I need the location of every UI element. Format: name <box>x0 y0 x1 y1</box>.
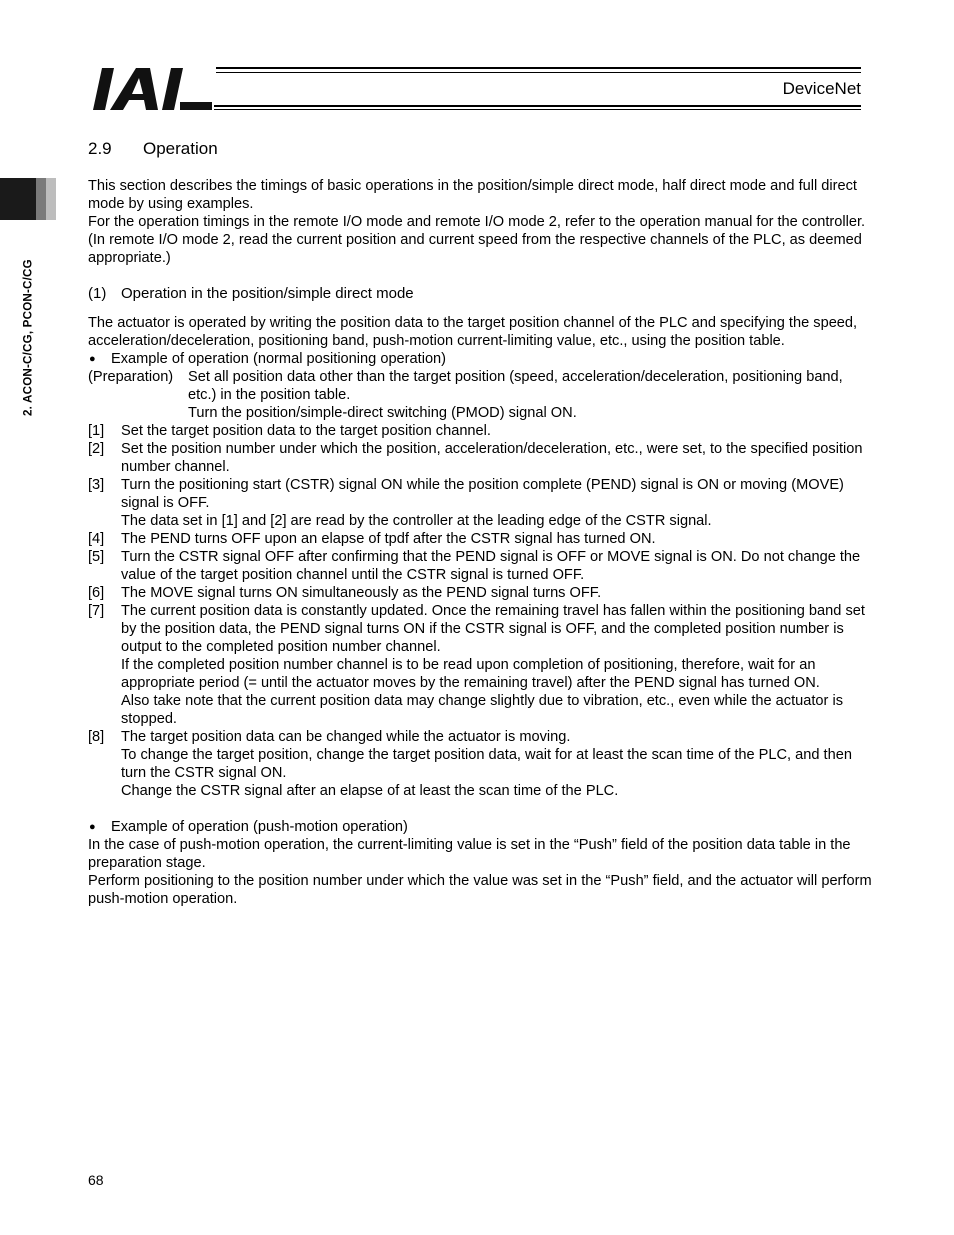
header-rule <box>214 105 861 107</box>
section-intro <box>88 177 873 267</box>
step-text: The data set in [1] and [2] are read by the controller at the leading edge of the CSTR signal. <box>121 513 712 529</box>
iai-logo <box>92 66 212 112</box>
preparation-label: (Preparation) <box>88 369 174 385</box>
step-index: [8] <box>88 729 105 745</box>
chapter-tab-marker <box>36 178 46 220</box>
header-title: DeviceNet <box>782 79 861 98</box>
example-title: Example of operation (push-motion operation) <box>111 819 408 835</box>
preparation-line: Turn the position/simple-direct switching (PMOD) signal ON. <box>188 405 577 421</box>
step-index: [3] <box>88 477 105 493</box>
step-item <box>88 440 873 476</box>
header-rule <box>216 72 861 73</box>
step-index: [2] <box>88 441 105 457</box>
header-rule <box>214 109 861 110</box>
bullet-icon: ● <box>89 353 96 365</box>
page-number: 68 <box>88 1172 104 1188</box>
subsection-heading <box>88 285 873 303</box>
step-text: The PEND turns OFF upon an elapse of tpdf after the CSTR signal has turned ON. <box>121 531 656 547</box>
intro-paragraph: For the operation timings in the remote I/O mode and remote I/O mode 2, refer to the operation manual for the controller. <box>88 214 866 230</box>
chapter-side-label: 2. ACON-C/CG, PCON-C/CG <box>21 259 35 417</box>
header-rule <box>216 67 861 69</box>
step-index: [6] <box>88 585 105 601</box>
section-heading <box>88 139 873 159</box>
step-text: Set the position number under which the position, acceleration/deceleration, etc., were set, to the specified position number channel. <box>121 441 863 475</box>
subsection-number: (1) <box>88 285 107 302</box>
subsection-title: Operation in the position/simple direct mode <box>121 285 414 302</box>
step-item <box>88 548 873 584</box>
step-text: Turn the CSTR signal OFF after confirming that the PEND signal is OFF or MOVE signal is ON. Do not change the value of the target position channel until the CSTR signal is turned OFF. <box>121 549 861 583</box>
step-text: The MOVE signal turns ON simultaneously as the PEND signal turns OFF. <box>121 585 602 601</box>
step-index: [4] <box>88 531 105 547</box>
step-item <box>88 530 873 548</box>
step-item <box>88 602 873 728</box>
step-item <box>88 584 873 602</box>
step-text: The target position data can be changed while the actuator is moving. <box>121 729 571 745</box>
step-item <box>88 422 873 440</box>
section-number: 2.9 <box>88 139 112 158</box>
step-text: Set the target position data to the target position channel. <box>121 423 491 439</box>
chapter-tab-marker <box>0 178 36 220</box>
spacer <box>88 800 873 818</box>
step-text: If the completed position number channel is to be read upon completion of positioning, therefore, wait for an appropriate period (= until the actuator moves by the remaining travel) after the PEND signal has turned ON. <box>121 657 820 691</box>
step-index: [5] <box>88 549 105 565</box>
subsection-description: The actuator is operated by writing the position data to the target position channel of the PLC and specifying the speed, acceleration/deceleration, positioning band, push-motion current-limiting value, etc., using the position table. <box>88 315 858 349</box>
step-text: To change the target position, change the target position data, wait for at least the scan time of the PLC, and then turn the CSTR signal ON. <box>121 747 852 781</box>
step-item <box>88 728 873 800</box>
step-item <box>88 476 873 530</box>
bullet-icon: ● <box>89 821 96 833</box>
page-content <box>88 139 873 908</box>
chapter-tab-marker <box>46 178 56 220</box>
step-index: [1] <box>88 423 105 439</box>
example-title: Example of operation (normal positioning operation) <box>111 351 447 367</box>
step-text: Turn the positioning start (CSTR) signal ON while the position complete (PEND) signal is ON or moving (MOVE) signal is OFF. <box>121 477 844 511</box>
intro-paragraph: (In remote I/O mode 2, read the current position and current speed from the respective channels of the PLC, as deemed appropriate.) <box>88 232 862 266</box>
step-text: Also take note that the current position data may change slightly due to vibration, etc., even while the actuator is stopped. <box>121 693 843 727</box>
example-paragraph: Perform positioning to the position number under which the value was set in the “Push” field, and the actuator will perform push-motion operation. <box>88 873 872 907</box>
preparation-line: Set all position data other than the target position (speed, acceleration/deceleration, positioning band, etc.) in the position table. <box>188 369 843 403</box>
step-text: Change the CSTR signal after an elapse of at least the scan time of the PLC. <box>121 783 619 799</box>
step-index: [7] <box>88 603 105 619</box>
preparation-block <box>88 368 873 422</box>
intro-paragraph: This section describes the timings of basic operations in the position/simple direct mode, half direct mode and full direct mode by using examples. <box>88 178 857 212</box>
example-heading <box>88 350 873 368</box>
step-text: The current position data is constantly updated. Once the remaining travel has fallen within the positioning band set by the position data, the PEND signal turns ON if the CSTR signal is OFF, and the completed position number is output to the completed position number channel. <box>121 603 865 655</box>
section-title: Operation <box>143 139 218 158</box>
example-heading <box>88 818 873 836</box>
example-paragraph: In the case of push-motion operation, the current-limiting value is set in the “Push” field of the position data table in the preparation stage. <box>88 837 851 871</box>
